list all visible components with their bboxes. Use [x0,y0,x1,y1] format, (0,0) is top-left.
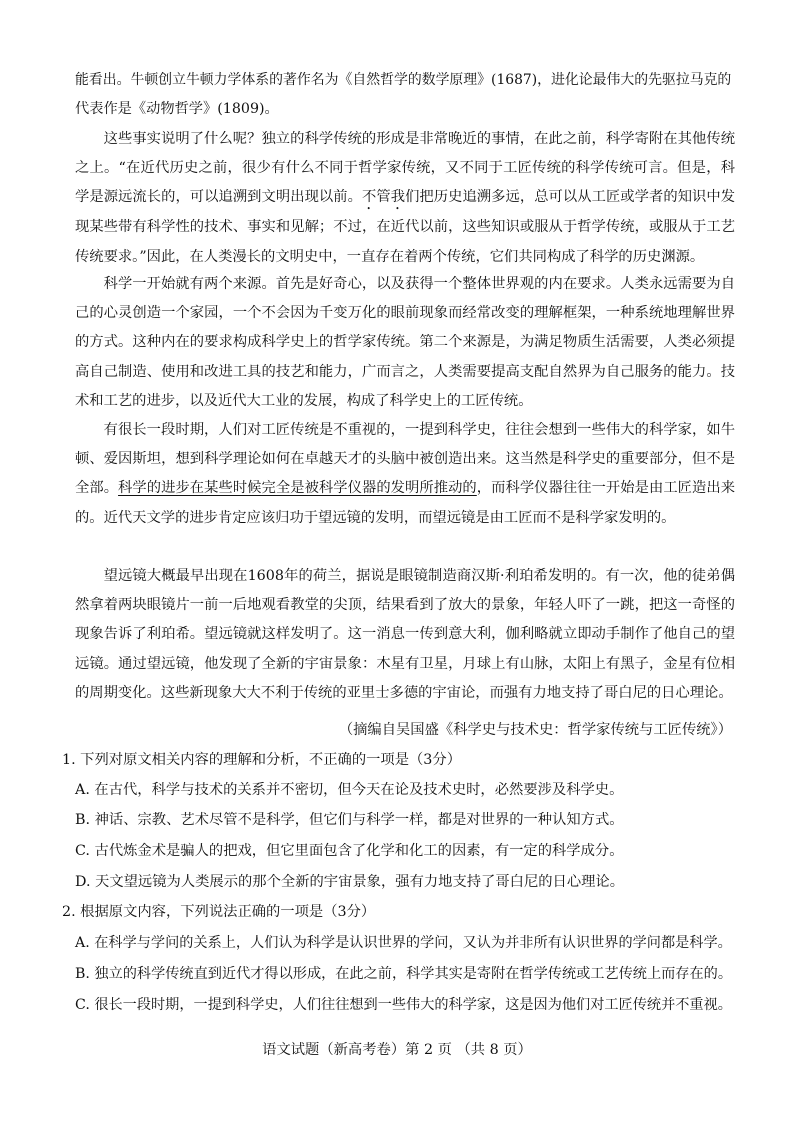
emphasized-char: 不 [361,189,377,206]
passage-paragraph-1 [75,125,735,272]
underlined-sentence: 科学的进步在某些时候完全是被科学仪器的发明所推动的 [118,480,477,497]
paragraph-text: 这些事实说明了什么呢？独立的科学传统的形成是非常晚近的事情，在此之前，科学寄附在其他传统之上。“在近代历史之前，很少有什么不同于哲学家传统，又不同于工匠传统的科学传统可言。但是，科学是源远流长的，可以追溯到文明出现以前。 [75,131,735,206]
question-1-option-c: C. 古代炼金术是骗人的把戏，但它里面包含了化学和化工的因素，有一定的科学成分。 [75,843,624,859]
passage-source: （摘编自吴国盛《科学史与技术史：哲学家传统与工匠传统》） [338,722,732,738]
passage-line: 能看出。牛顿创立牛顿力学体系的著作名为《自然哲学的数学原理》(1687)，进化论最伟大的先驱拉马克的 [75,72,732,88]
question-1-option-d: D. 天文望远镜为人类展示的那个全新的宇宙景象，强有力地支持了哥白尼的日心理论。 [75,874,625,890]
passage-line: 代表作是《动物哲学》(1809)。 [75,101,279,117]
paragraph-text: 们把历史追溯多远，总可以从工匠或学者的知识中发现某些带有科学性的技术、事实和见解；不过，在近代以前，这些知识或服从于哲学传统，或服从于工艺传统要求。”因此，在人类漫长的文明史中，一直存在着两个传统，它们共同构成了科学的历史渊源。 [75,189,736,265]
passage-paragraph-3 [75,416,735,533]
paragraph-text: 管 [376,189,391,206]
passage-paragraph-2: 科学一开始就有两个来源。首先是好奇心，以及获得一个整体世界观的内在要求。人类永远需要为自己的心灵创造一个家园，一个不会因为千变万化的眼前现象而经常改变的理解框架，一种系统地理解世界的方式。这种内在的要求构成科学史上的哲学家传统。第二个来源是，为满足物质生活需要，人类必须提高自己制造、使用和改进工具的技艺和能力，广而言之，人类需要提高支配自然界为自己服务的能力。技术和工艺的进步，以及近代大工业的发展，构成了科学史上的工匠传统。 [75,276,735,409]
paragraph-text: ，而科学仪器往往一开始是由工匠造出来的。近代天文学的进步肯定应该归功于望远镜的发明，而望远镜是由工匠而不是科学家发明的。 [75,480,736,526]
question-2-option-a: A. 在科学与学问的关系上，人们认为科学是认识世界的学问，又认为并非所有认识世界的学问都是科学。 [75,935,732,951]
question-1-option-a: A. 在古代，科学与技术的关系并不密切，但今天在论及技术史时，必然要涉及科学史。 [75,782,624,798]
question-2-stem: 2. 根据原文内容，下列说法正确的一项是（3分） [62,904,376,920]
page-footer: 语文试题（新高考卷）第 2 页 （共 8 页） [262,1042,532,1058]
paragraph-text: 有很长一段时期，人们对工匠传统是不重视的，一提到科学史，往往会想到一些伟大的科学家，如牛顿、爱因斯坦，想到科学理论如何在卓越天才的头脑中被创造出来。这当然是科学史的重要部分，但不是全部。 [75,422,735,497]
question-1-stem: 1. 下列对原文相关内容的理解和分析，不正确的一项是（3分） [62,752,461,768]
question-1-option-b: B. 神话、宗教、艺术尽管不是科学，但它们与科学一样，都是对世界的一种认知方式。 [75,812,624,828]
passage-paragraph-4: 望远镜大概最早出现在1608年的荷兰，据说是眼镜制造商汉斯·利珀希发明的。有一次，他的徒弟偶然拿着两块眼镜片一前一后地观看教堂的尖顶，结果看到了放大的景象，年轻人吓了一跳，把这一奇怪的现象告诉了利珀希。望远镜就这样发明了。这一消息一传到意大利，伽利略就立即动手制作了他自己的望远镜。通过望远镜，他发现了全新的宇宙景象：木星有卫星，月球上有山脉，太阳上有黑子，金星有位相的周期变化。这些新现象大大不利于传统的亚里士多德的宇宙论，而强有力地支持了哥白尼的日心理论。 [75,568,735,701]
emphasized-char: 我 [390,189,406,206]
question-2-option-b: B. 独立的科学传统直到近代才得以形成，在此之前，科学其实是寄附在哲学传统或工艺传统上而存在的。 [75,966,732,982]
question-2-option-c: C. 很长一段时期，一提到科学史，人们往往想到一些伟大的科学家，这是因为他们对工匠传统并不重视。 [75,997,732,1013]
